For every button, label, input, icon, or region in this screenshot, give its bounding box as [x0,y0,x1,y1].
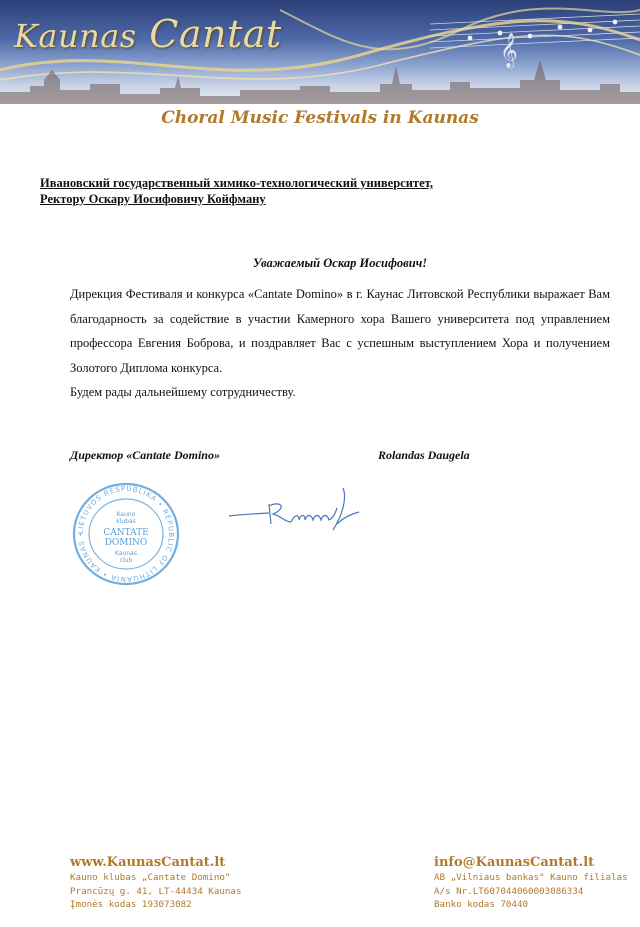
footer-right-block [434,855,628,912]
stamp-top-small-2: klubas [116,518,136,525]
brand-left: Kaunas [14,17,137,55]
tagline: Choral Music Festivals in Kaunas [161,108,479,128]
stamp-center-line-2: DOMINO [104,538,148,548]
footer-left-line-2: Prancūzų g. 41, LT-44434 Kaunas [70,885,242,897]
salutation: Уважаемый Оскар Иосифович! [252,256,428,270]
svg-text:𝄞: 𝄞 [500,33,518,68]
footer-left-block [70,855,241,912]
website-link[interactable]: www.KaunasCantat.lt [70,855,226,870]
addressee-block [40,175,433,207]
letter-paragraph-2: Будем рады дальнейшему сотрудничеству. [70,385,296,399]
signer-title: Директор «Cantate Domino» [70,448,220,462]
stamp-center-line-1: CANTATE [103,528,149,538]
footer-right-line-2: A/s Nr.LT607044060003086334 [434,885,584,897]
brand-right: Cantat [149,12,282,56]
email-link[interactable]: info@KaunasCantat.lt [434,855,595,870]
letter-paragraph-1: Дирекция Фестиваля и конкурса «Cantate Domino» в г. Каунас Литовской Республики выражает Вам благодарность за содействие в участии Камерного хора Вашего университета под управлением профессора Евгения Боброва, и поздравляет Вас с успешным выступлением Хора и получением Золотого Диплома конкурса. [70,287,610,375]
brand-logo [14,12,282,56]
official-stamp [70,480,182,592]
footer-left-line-1: Kauno klubas „Cantate Domino" [70,872,231,883]
addressee-line-1: Ивановский государственный химико-технологический университет, [40,176,433,190]
footer-left-line-3: Įmonės kodas 193073082 [70,899,192,910]
stamp-bottom-small-2: club [119,557,133,564]
stamp-top-small: Kauno [116,511,136,518]
footer-right-line-3: Banko kodas 70440 [434,899,529,910]
stamp-bottom-small: Kaunas [115,550,137,557]
signer-name: Rolandas Daugela [378,448,470,462]
handwritten-signature [225,478,365,542]
footer-right-line-1: AB „Vilniaus bankas" Kauno filialas [434,872,628,883]
letter-body [70,282,610,405]
stamp-ring-text: LIETUVOS RESPUBLIKA • REPUBLIC OF LITHUANIA • KAUNAS • [76,484,176,584]
addressee-line-2: Ректору Оскару Иосифовичу Койфману [40,192,266,206]
header-banner [0,0,640,104]
